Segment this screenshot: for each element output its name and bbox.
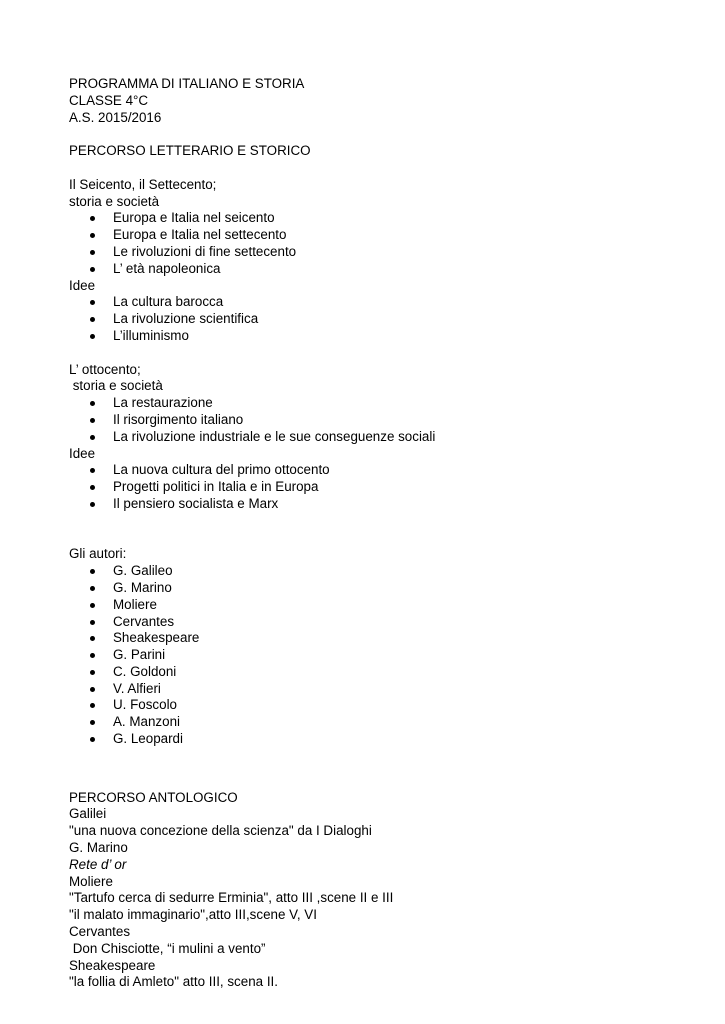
section-title: PERCORSO LETTERARIO E STORICO <box>69 143 311 159</box>
list-item: G. Galileo <box>69 563 689 580</box>
ottocento-subheading: storia e società <box>69 378 163 394</box>
seicento-history-list <box>69 210 689 277</box>
list-item: G. Parini <box>69 647 689 664</box>
list-item: Europa e Italia nel settecento <box>69 227 689 244</box>
list-item: La cultura barocca <box>69 294 689 311</box>
galilei-text: "una nuova concezione della scienza" da I Dialoghi <box>69 823 372 839</box>
list-item: Sheakespeare <box>69 630 689 647</box>
list-item: Europa e Italia nel seicento <box>69 210 689 227</box>
list-item: La rivoluzione scientifica <box>69 311 689 328</box>
ottocento-heading: L’ ottocento; <box>69 361 141 377</box>
marino-text: Rete d’ or <box>69 856 127 872</box>
authors-heading: Gli autori: <box>69 546 127 562</box>
authors-list <box>69 563 689 748</box>
list-item: La nuova cultura del primo ottocento <box>69 462 689 479</box>
header-year: A.S. 2015/2016 <box>69 109 162 125</box>
seicento-subheading: storia e società <box>69 193 160 209</box>
list-item: L’illuminismo <box>69 328 689 345</box>
moliere-text-1: "Tartufo cerca di sedurre Erminia", atto III ,scene II e III <box>69 890 394 906</box>
seicento-heading: Il Seicento, il Settecento; <box>69 176 217 192</box>
author-marino: G. Marino <box>69 840 128 856</box>
list-item: Le rivoluzioni di fine settecento <box>69 244 689 261</box>
seicento-ideas-heading: Idee <box>69 277 96 293</box>
author-moliere: Moliere <box>69 873 113 889</box>
list-item: Cervantes <box>69 614 689 631</box>
ottocento-ideas-list <box>69 462 689 512</box>
anthology-heading: PERCORSO ANTOLOGICO <box>69 789 238 805</box>
header-title: PROGRAMMA DI ITALIANO E STORIA <box>69 76 305 91</box>
list-item: Progetti politici in Italia e in Europa <box>69 479 689 496</box>
list-item: A. Manzoni <box>69 714 689 731</box>
list-item: Moliere <box>69 597 689 614</box>
document-page <box>69 76 689 991</box>
list-item: L’ età napoleonica <box>69 261 689 278</box>
list-item: La restaurazione <box>69 395 689 412</box>
list-item: Il risorgimento italiano <box>69 412 689 429</box>
list-item: La rivoluzione industriale e le sue conseguenze sociali <box>69 429 689 446</box>
seicento-ideas-list <box>69 294 689 344</box>
list-item: C. Goldoni <box>69 664 689 681</box>
header-class: CLASSE 4°C <box>69 92 149 108</box>
list-item: G. Marino <box>69 580 689 597</box>
cervantes-text: Don Chisciotte, “i mulini a vento” <box>69 940 266 956</box>
moliere-text-2: "il malato immaginario",atto III,scene V, VI <box>69 907 317 923</box>
shakespeare-text: "la follia di Amleto" atto III, scena II. <box>69 974 278 990</box>
author-galilei: Galilei <box>69 806 107 822</box>
ottocento-ideas-heading: Idee <box>69 445 96 461</box>
author-shakespeare: Sheakespeare <box>69 957 156 973</box>
ottocento-history-list <box>69 395 689 445</box>
list-item: Il pensiero socialista e Marx <box>69 496 689 513</box>
list-item: U. Foscolo <box>69 697 689 714</box>
list-item: V. Alfieri <box>69 681 689 698</box>
author-cervantes: Cervantes <box>69 924 131 940</box>
list-item: G. Leopardi <box>69 731 689 748</box>
